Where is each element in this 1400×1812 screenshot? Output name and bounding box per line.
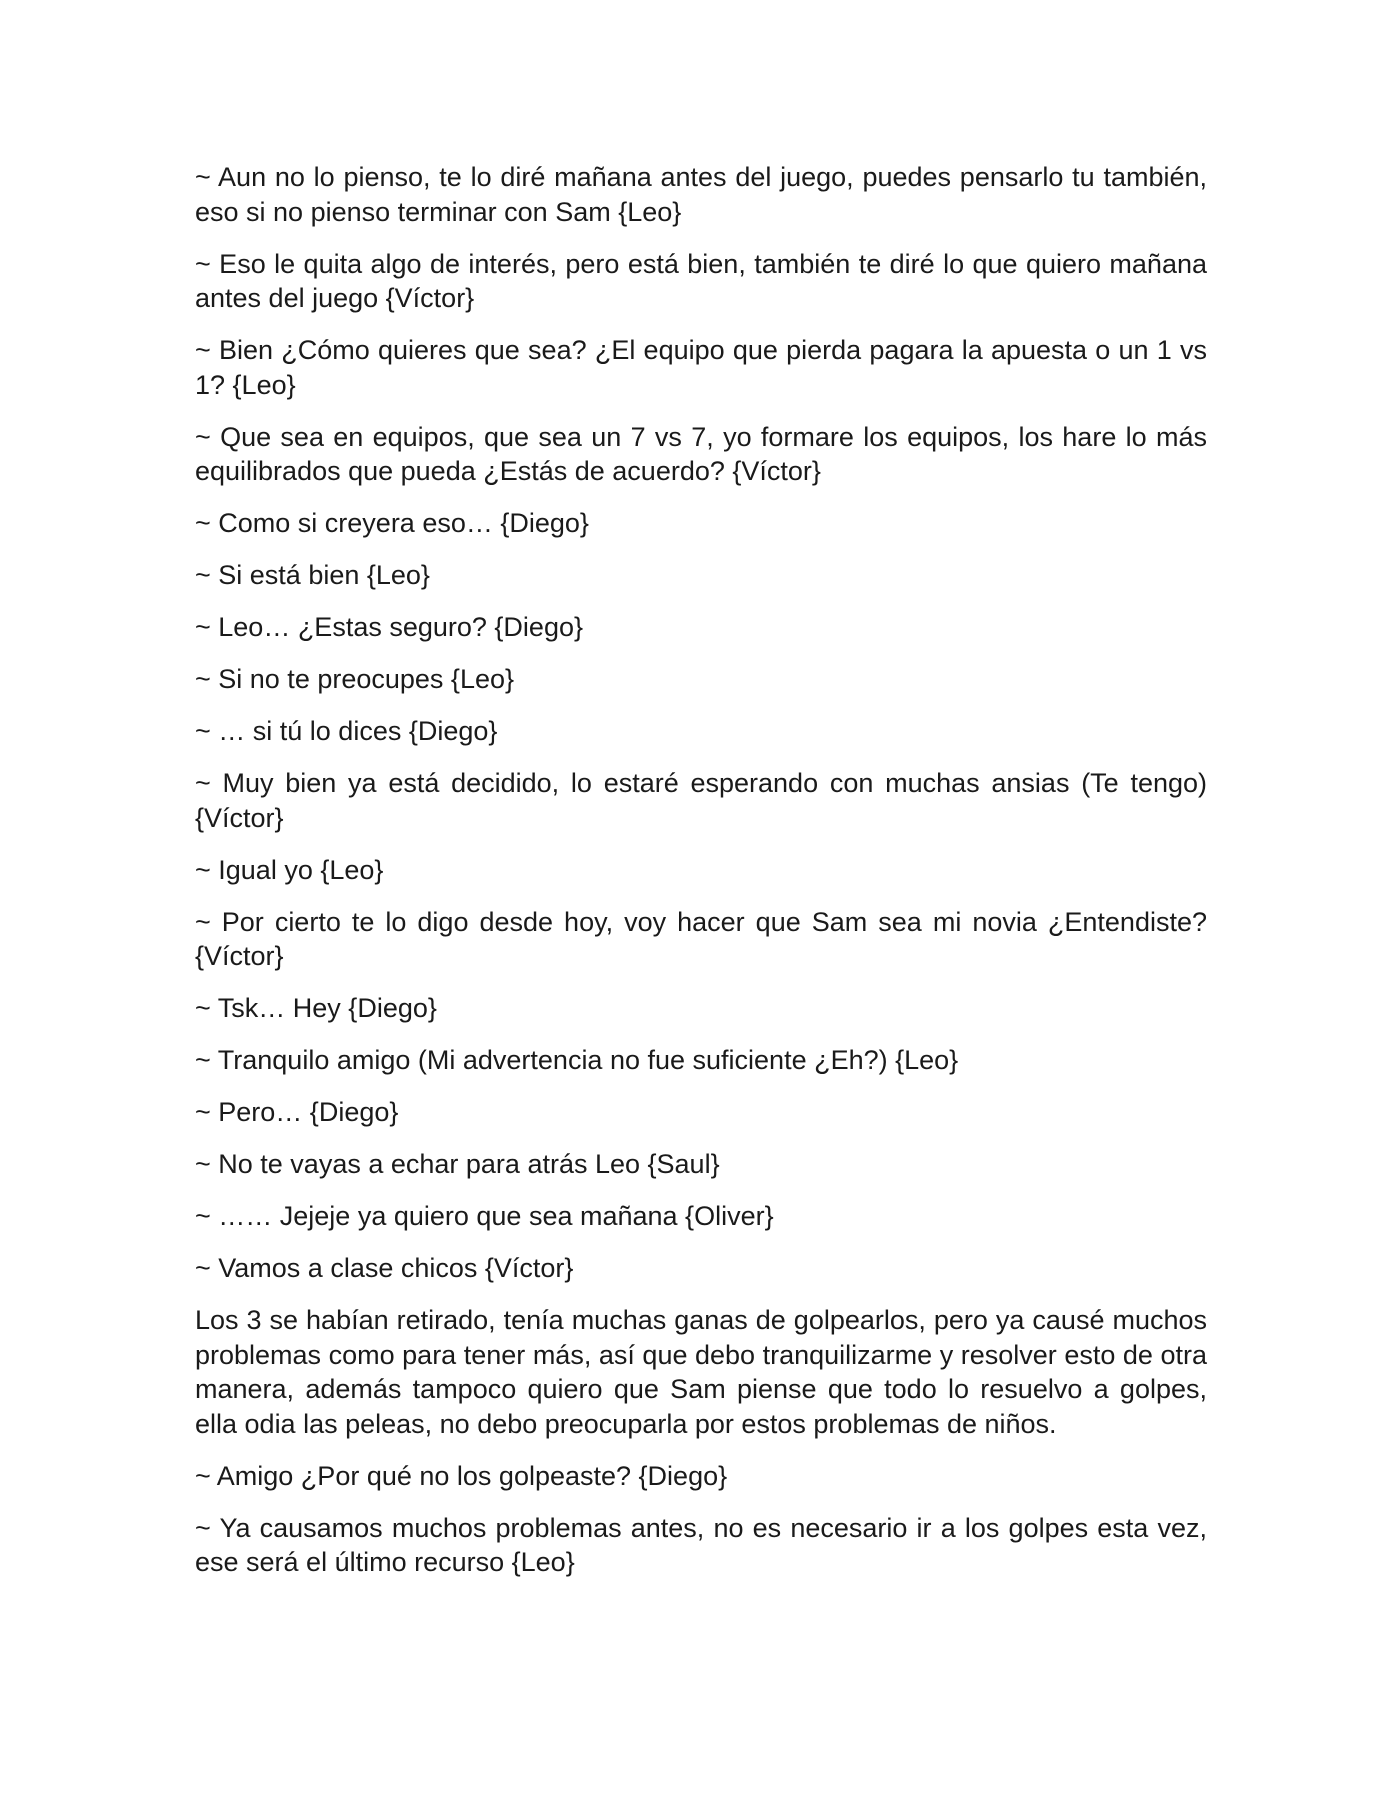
dialogue-line: ~ Bien ¿Cómo quieres que sea? ¿El equipo que pierda pagara la apuesta o un 1 vs 1? {Leo}: [195, 335, 1207, 400]
dialogue-line: ~ Por cierto te lo digo desde hoy, voy hacer que Sam sea mi novia ¿Entendiste? {Víctor}: [195, 906, 1207, 971]
dialogue-line: ~ No te vayas a echar para atrás Leo {Saul}: [195, 1149, 720, 1179]
dialogue-line: ~ Tsk… Hey {Diego}: [195, 993, 437, 1023]
narrative-paragraph: Los 3 se habían retirado, tenía muchas ganas de golpearlos, pero ya causé muchos problemas como para tener más, así que debo tranquilizarme y resolver esto de otra manera, además tampoco quiero que Sam piense que todo lo resuelvo a golpes, ella odia las peleas, no debo preocuparla por estos problemas de niños.: [195, 1305, 1207, 1439]
dialogue-line: ~ Igual yo {Leo}: [195, 854, 384, 885]
document-body: [195, 160, 1207, 1597]
dialogue-line: ~ Muy bien ya está decidido, lo estaré esperando con muchas ansias (Te tengo) {Víctor}: [195, 768, 1207, 833]
dialogue-line: ~ Leo… ¿Estas seguro? {Diego}: [195, 612, 583, 642]
dialogue-line: ~ Eso le quita algo de interés, pero está bien, también te diré lo que quiero mañana antes del juego {Víctor}: [195, 248, 1207, 313]
dialogue-line: ~ … si tú lo dices {Diego}: [195, 716, 498, 746]
dialogue-line: ~ Amigo ¿Por qué no los golpeaste? {Diego}: [195, 1460, 728, 1491]
dialogue-line: ~ Si está bien {Leo}: [195, 560, 430, 590]
dialogue-line: ~ …… Jejeje ya quiero que sea mañana {Oliver}: [195, 1201, 774, 1231]
dialogue-line: ~ Tranquilo amigo (Mi advertencia no fue suficiente ¿Eh?) {Leo}: [195, 1045, 959, 1075]
dialogue-line: ~ Ya causamos muchos problemas antes, no es necesario ir a los golpes esta vez, ese será el último recurso {Leo}: [195, 1512, 1207, 1577]
dialogue-line: ~ Aun no lo pienso, te lo diré mañana antes del juego, puedes pensarlo tu también, eso si no pienso terminar con Sam {Leo}: [195, 162, 1207, 227]
dialogue-line: ~ Como si creyera eso… {Diego}: [195, 508, 589, 538]
dialogue-line: ~ Que sea en equipos, que sea un 7 vs 7, yo formare los equipos, los hare lo más equilibrados que pueda ¿Estás de acuerdo? {Víctor}: [195, 421, 1207, 486]
dialogue-line: ~ Si no te preocupes {Leo}: [195, 664, 515, 694]
dialogue-line: ~ Vamos a clase chicos {Víctor}: [195, 1253, 574, 1283]
dialogue-line: ~ Pero… {Diego}: [195, 1097, 399, 1127]
